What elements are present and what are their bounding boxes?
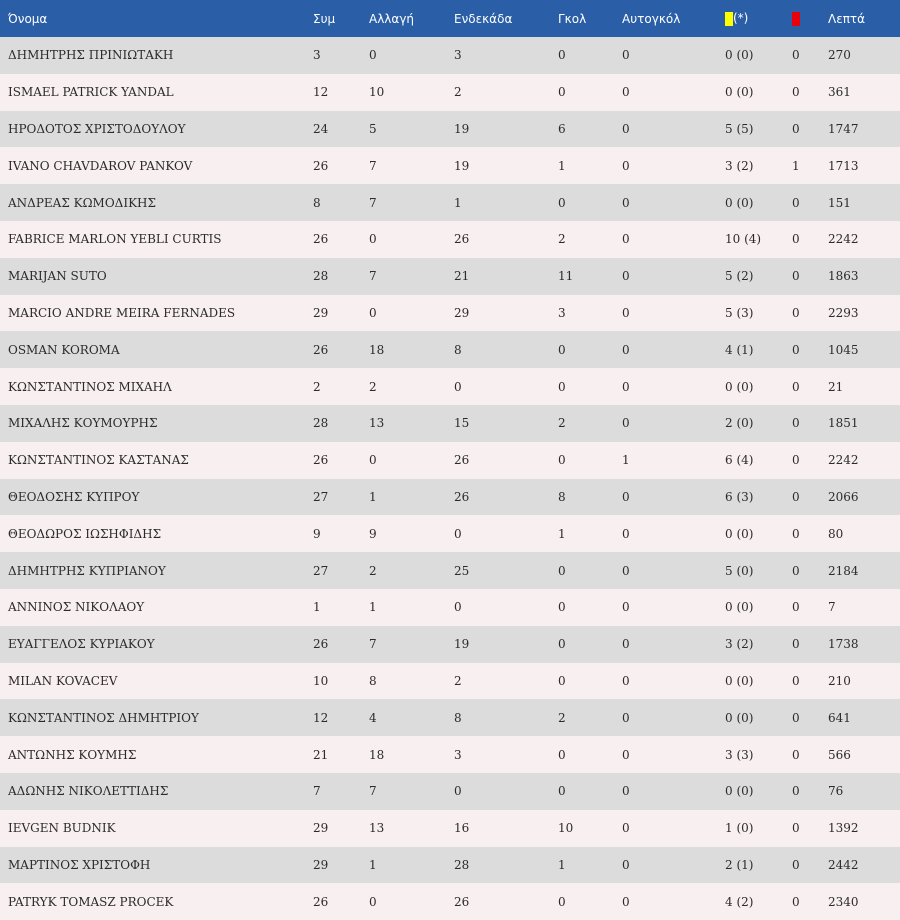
goals-cell: 1: [558, 158, 566, 173]
minutes-cell: 2340: [828, 894, 859, 909]
red-cards-cell: 0: [792, 305, 800, 320]
starting-eleven-cell: 21: [454, 269, 470, 284]
table-row: [0, 699, 900, 736]
own-goals-cell: 0: [622, 489, 630, 504]
minutes-cell: 1747: [828, 121, 859, 136]
minutes-cell: 76: [828, 784, 844, 799]
player-name: ΕΥΑΓΓΕΛΟΣ ΚΥΡΙΑΚΟΥ: [8, 637, 155, 652]
player-name: ΑΝΤΩΝΗΣ ΚΟΥΜΗΣ: [8, 747, 137, 762]
appearances-cell: 10: [313, 673, 329, 688]
player-name: FABRICE MARLON YEBLI CURTIS: [8, 232, 222, 247]
goals-cell: 0: [558, 747, 566, 762]
yellow-cards-cell: 6 (3): [725, 489, 754, 504]
minutes-cell: 210: [828, 673, 851, 688]
minutes-cell: 2242: [828, 453, 859, 468]
yellow-cards-cell: 4 (2): [725, 894, 754, 909]
red-cards-cell: 0: [792, 121, 800, 136]
table-row: [0, 810, 900, 847]
own-goals-cell: 0: [622, 305, 630, 320]
appearances-cell: 24: [313, 121, 329, 136]
player-name: ΜΑΡΤΙΝΟΣ ΧΡΙΣΤΟΦΗ: [8, 857, 151, 872]
substitute-cell: 7: [369, 637, 377, 652]
own-goals-cell: 0: [622, 637, 630, 652]
red-cards-cell: 0: [792, 821, 800, 836]
yellow-cards-cell: 5 (2): [725, 269, 754, 284]
own-goals-cell: 0: [622, 158, 630, 173]
own-goals-cell: 0: [622, 416, 630, 431]
own-goals-cell: 0: [622, 379, 630, 394]
red-cards-cell: 0: [792, 747, 800, 762]
red-cards-cell: 0: [792, 673, 800, 688]
player-name: ΜΙΧΑΛΗΣ ΚΟΥΜΟΥΡΗΣ: [8, 416, 158, 431]
red-cards-cell: 0: [792, 489, 800, 504]
own-goals-cell: 0: [622, 563, 630, 578]
red-cards-cell: 0: [792, 563, 800, 578]
own-goals-cell: 0: [622, 269, 630, 284]
table-row: [0, 442, 900, 479]
yellow-cards-cell: 0 (0): [725, 710, 754, 725]
appearances-cell: 26: [313, 342, 329, 357]
red-cards-cell: 0: [792, 894, 800, 909]
table-row: [0, 515, 900, 552]
own-goals-cell: 0: [622, 710, 630, 725]
substitute-cell: 4: [369, 710, 377, 725]
minutes-cell: 2066: [828, 489, 859, 504]
substitute-cell: 1: [369, 857, 377, 872]
header-minutes[interactable]: Λεπτά: [828, 11, 866, 26]
red-cards-cell: 0: [792, 269, 800, 284]
starting-eleven-cell: 0: [454, 379, 462, 394]
yellow-cards-cell: 3 (2): [725, 158, 754, 173]
table-row: [0, 589, 900, 626]
goals-cell: 0: [558, 600, 566, 615]
appearances-cell: 26: [313, 894, 329, 909]
starting-eleven-cell: 26: [454, 894, 470, 909]
own-goals-cell: 0: [622, 600, 630, 615]
header-yellow-suffix: (*): [733, 11, 749, 26]
starting-eleven-cell: 8: [454, 710, 462, 725]
minutes-cell: 361: [828, 85, 851, 100]
table-row: [0, 405, 900, 442]
appearances-cell: 3: [313, 48, 321, 63]
header-appearances[interactable]: Συμ: [313, 11, 336, 26]
minutes-cell: 2184: [828, 563, 859, 578]
starting-eleven-cell: 2: [454, 85, 462, 100]
red-cards-cell: 0: [792, 195, 800, 210]
goals-cell: 0: [558, 894, 566, 909]
red-cards-cell: 0: [792, 232, 800, 247]
appearances-cell: 27: [313, 563, 329, 578]
starting-eleven-cell: 19: [454, 121, 470, 136]
red-cards-cell: 0: [792, 416, 800, 431]
goals-cell: 1: [558, 857, 566, 872]
table-row: [0, 368, 900, 405]
goals-cell: 0: [558, 85, 566, 100]
starting-eleven-cell: 25: [454, 563, 470, 578]
red-cards-cell: 0: [792, 637, 800, 652]
substitute-cell: 7: [369, 784, 377, 799]
table-row: [0, 74, 900, 111]
starting-eleven-cell: 0: [454, 526, 462, 541]
goals-cell: 2: [558, 710, 566, 725]
own-goals-cell: 0: [622, 232, 630, 247]
table-row: [0, 773, 900, 810]
yellow-cards-cell: 5 (0): [725, 563, 754, 578]
minutes-cell: 270: [828, 48, 851, 63]
player-name: ΑΝΝΙΝΟΣ ΝΙΚΟΛΑΟΥ: [8, 600, 145, 615]
header-substitute[interactable]: Αλλαγή: [369, 11, 415, 26]
player-name: ΚΩΝΣΤΑΝΤΙΝΟΣ ΚΑΣΤΑΝΑΣ: [8, 453, 189, 468]
header-goals[interactable]: Γκολ: [558, 11, 587, 26]
red-cards-cell: 0: [792, 48, 800, 63]
player-name: ΑΔΩΝΗΣ ΝΙΚΟΛΕΤΤΙΔΗΣ: [8, 784, 169, 799]
yellow-cards-cell: 5 (3): [725, 305, 754, 320]
player-name: ΑΝΔΡΕΑΣ ΚΩΜΟΔΙΚΗΣ: [8, 195, 156, 210]
yellow-cards-cell: 0 (0): [725, 48, 754, 63]
appearances-cell: 8: [313, 195, 321, 210]
player-name: ΘΕΟΔΟΣΗΣ ΚΥΠΡΟΥ: [8, 489, 140, 504]
yellow-cards-cell: 0 (0): [725, 784, 754, 799]
substitute-cell: 9: [369, 526, 377, 541]
starting-eleven-cell: 3: [454, 48, 462, 63]
goals-cell: 10: [558, 821, 574, 836]
goals-cell: 0: [558, 48, 566, 63]
minutes-cell: 1851: [828, 416, 859, 431]
red-cards-cell: 0: [792, 784, 800, 799]
goals-cell: 8: [558, 489, 566, 504]
substitute-cell: 5: [369, 121, 377, 136]
yellow-cards-cell: 3 (3): [725, 747, 754, 762]
yellow-cards-cell: 10 (4): [725, 232, 762, 247]
minutes-cell: 1738: [828, 637, 859, 652]
starting-eleven-cell: 2: [454, 673, 462, 688]
table-row: [0, 331, 900, 368]
goals-cell: 11: [558, 269, 574, 284]
starting-eleven-cell: 19: [454, 158, 470, 173]
header-starting-eleven[interactable]: Ενδεκάδα: [454, 11, 513, 26]
appearances-cell: 28: [313, 416, 329, 431]
starting-eleven-cell: 28: [454, 857, 470, 872]
minutes-cell: 2293: [828, 305, 859, 320]
player-name: MILAN KOVACEV: [8, 673, 118, 688]
appearances-cell: 29: [313, 857, 329, 872]
starting-eleven-cell: 1: [454, 195, 462, 210]
table-row: [0, 147, 900, 184]
table-row: [0, 552, 900, 589]
starting-eleven-cell: 8: [454, 342, 462, 357]
red-card-icon: [792, 12, 800, 26]
player-name: MARCIO ANDRE MEIRA FERNADES: [8, 305, 236, 320]
yellow-cards-cell: 2 (1): [725, 857, 754, 872]
table-row: [0, 295, 900, 332]
yellow-cards-cell: 4 (1): [725, 342, 754, 357]
goals-cell: 3: [558, 305, 566, 320]
red-cards-cell: 0: [792, 710, 800, 725]
appearances-cell: 26: [313, 158, 329, 173]
header-yellow-cards[interactable]: [725, 0, 792, 37]
table-row: [0, 479, 900, 516]
yellow-cards-cell: 2 (0): [725, 416, 754, 431]
starting-eleven-cell: 15: [454, 416, 470, 431]
player-name: ΔΗΜΗΤΡΗΣ ΚΥΠΡΙΑΝΟΥ: [8, 563, 166, 578]
yellow-card-icon: [725, 12, 733, 26]
player-name: ISMAEL PATRICK YANDAL: [8, 85, 174, 100]
substitute-cell: 0: [369, 453, 377, 468]
yellow-cards-cell: 0 (0): [725, 600, 754, 615]
own-goals-cell: 0: [622, 857, 630, 872]
red-cards-cell: 0: [792, 85, 800, 100]
own-goals-cell: 0: [622, 48, 630, 63]
minutes-cell: 2242: [828, 232, 859, 247]
substitute-cell: 1: [369, 489, 377, 504]
goals-cell: 2: [558, 416, 566, 431]
starting-eleven-cell: 26: [454, 489, 470, 504]
starting-eleven-cell: 0: [454, 784, 462, 799]
own-goals-cell: 1: [622, 453, 630, 468]
substitute-cell: 18: [369, 342, 385, 357]
substitute-cell: 8: [369, 673, 377, 688]
appearances-cell: 21: [313, 747, 329, 762]
goals-cell: 1: [558, 526, 566, 541]
substitute-cell: 10: [369, 85, 385, 100]
player-name: ΚΩΝΣΤΑΝΤΙΝΟΣ ΔΗΜΗΤΡΙΟΥ: [8, 710, 199, 725]
substitute-cell: 2: [369, 563, 377, 578]
substitute-cell: 13: [369, 821, 385, 836]
table-row: [0, 184, 900, 221]
goals-cell: 0: [558, 784, 566, 799]
own-goals-cell: 0: [622, 784, 630, 799]
table-row: [0, 663, 900, 700]
red-cards-cell: 0: [792, 600, 800, 615]
yellow-cards-cell: 5 (5): [725, 121, 754, 136]
table-row: [0, 847, 900, 884]
starting-eleven-cell: 29: [454, 305, 470, 320]
yellow-cards-cell: 0 (0): [725, 526, 754, 541]
red-cards-cell: 0: [792, 342, 800, 357]
table-row: [0, 258, 900, 295]
yellow-cards-cell: 3 (2): [725, 637, 754, 652]
goals-cell: 2: [558, 232, 566, 247]
appearances-cell: 9: [313, 526, 321, 541]
substitute-cell: 7: [369, 269, 377, 284]
yellow-cards-cell: 0 (0): [725, 379, 754, 394]
appearances-cell: 27: [313, 489, 329, 504]
substitute-cell: 2: [369, 379, 377, 394]
own-goals-cell: 0: [622, 121, 630, 136]
minutes-cell: 566: [828, 747, 851, 762]
header-red-cards[interactable]: [792, 0, 828, 37]
minutes-cell: 2442: [828, 857, 859, 872]
player-name: ΘΕΟΔΩΡΟΣ ΙΩΣΗΦΙΔΗΣ: [8, 526, 162, 541]
substitute-cell: 1: [369, 600, 377, 615]
goals-cell: 0: [558, 673, 566, 688]
own-goals-cell: 0: [622, 195, 630, 210]
goals-cell: 0: [558, 342, 566, 357]
minutes-cell: 1392: [828, 821, 859, 836]
player-name: IVANO CHAVDAROV PANKOV: [8, 158, 193, 173]
starting-eleven-cell: 0: [454, 600, 462, 615]
starting-eleven-cell: 19: [454, 637, 470, 652]
substitute-cell: 0: [369, 48, 377, 63]
player-name: ΗΡΟΔΟΤΟΣ ΧΡΙΣΤΟΔΟΥΛΟΥ: [8, 121, 186, 136]
appearances-cell: 26: [313, 453, 329, 468]
minutes-cell: 151: [828, 195, 851, 210]
own-goals-cell: 0: [622, 673, 630, 688]
yellow-cards-cell: 0 (0): [725, 673, 754, 688]
own-goals-cell: 0: [622, 747, 630, 762]
minutes-cell: 1863: [828, 269, 859, 284]
substitute-cell: 0: [369, 894, 377, 909]
goals-cell: 0: [558, 379, 566, 394]
red-cards-cell: 0: [792, 453, 800, 468]
appearances-cell: 26: [313, 637, 329, 652]
minutes-cell: 1045: [828, 342, 859, 357]
substitute-cell: 13: [369, 416, 385, 431]
substitute-cell: 7: [369, 158, 377, 173]
goals-cell: 0: [558, 195, 566, 210]
red-cards-cell: 1: [792, 158, 800, 173]
goals-cell: 0: [558, 563, 566, 578]
table-row: [0, 736, 900, 773]
table-row: [0, 111, 900, 148]
player-name: OSMAN KOROMA: [8, 342, 120, 357]
header-name[interactable]: Όνομα: [8, 11, 48, 26]
goals-cell: 0: [558, 453, 566, 468]
appearances-cell: 1: [313, 600, 321, 615]
appearances-cell: 28: [313, 269, 329, 284]
red-cards-cell: 0: [792, 379, 800, 394]
substitute-cell: 18: [369, 747, 385, 762]
yellow-cards-cell: 0 (0): [725, 85, 754, 100]
appearances-cell: 2: [313, 379, 321, 394]
table-row: [0, 37, 900, 74]
minutes-cell: 1713: [828, 158, 859, 173]
goals-cell: 6: [558, 121, 566, 136]
table-row: [0, 221, 900, 258]
goals-cell: 0: [558, 637, 566, 652]
own-goals-cell: 0: [622, 821, 630, 836]
player-name: MARIJAN SUTO: [8, 269, 107, 284]
player-name: ΚΩΝΣΤΑΝΤΙΝΟΣ ΜΙΧΑΗΛ: [8, 379, 172, 394]
starting-eleven-cell: 26: [454, 232, 470, 247]
substitute-cell: 7: [369, 195, 377, 210]
appearances-cell: 12: [313, 710, 329, 725]
minutes-cell: 641: [828, 710, 851, 725]
starting-eleven-cell: 3: [454, 747, 462, 762]
minutes-cell: 21: [828, 379, 844, 394]
own-goals-cell: 0: [622, 85, 630, 100]
player-name: IEVGEN BUDNIK: [8, 821, 116, 836]
appearances-cell: 26: [313, 232, 329, 247]
appearances-cell: 29: [313, 821, 329, 836]
own-goals-cell: 0: [622, 894, 630, 909]
player-name: PATRYK TOMASZ PROCEK: [8, 894, 174, 909]
appearances-cell: 29: [313, 305, 329, 320]
starting-eleven-cell: 26: [454, 453, 470, 468]
red-cards-cell: 0: [792, 526, 800, 541]
substitute-cell: 0: [369, 305, 377, 320]
appearances-cell: 12: [313, 85, 329, 100]
yellow-cards-cell: 6 (4): [725, 453, 754, 468]
yellow-cards-cell: 1 (0): [725, 821, 754, 836]
substitute-cell: 0: [369, 232, 377, 247]
table-header-row: [0, 0, 900, 37]
minutes-cell: 80: [828, 526, 844, 541]
own-goals-cell: 0: [622, 526, 630, 541]
table-row: [0, 883, 900, 920]
red-cards-cell: 0: [792, 857, 800, 872]
own-goals-cell: 0: [622, 342, 630, 357]
header-own-goals[interactable]: Αυτογκόλ: [622, 11, 681, 26]
table-row: [0, 626, 900, 663]
player-name: ΔΗΜΗΤΡΗΣ ΠΡΙΝΙΩΤΑΚΗ: [8, 48, 174, 63]
starting-eleven-cell: 16: [454, 821, 470, 836]
appearances-cell: 7: [313, 784, 321, 799]
minutes-cell: 7: [828, 600, 836, 615]
yellow-cards-cell: 0 (0): [725, 195, 754, 210]
